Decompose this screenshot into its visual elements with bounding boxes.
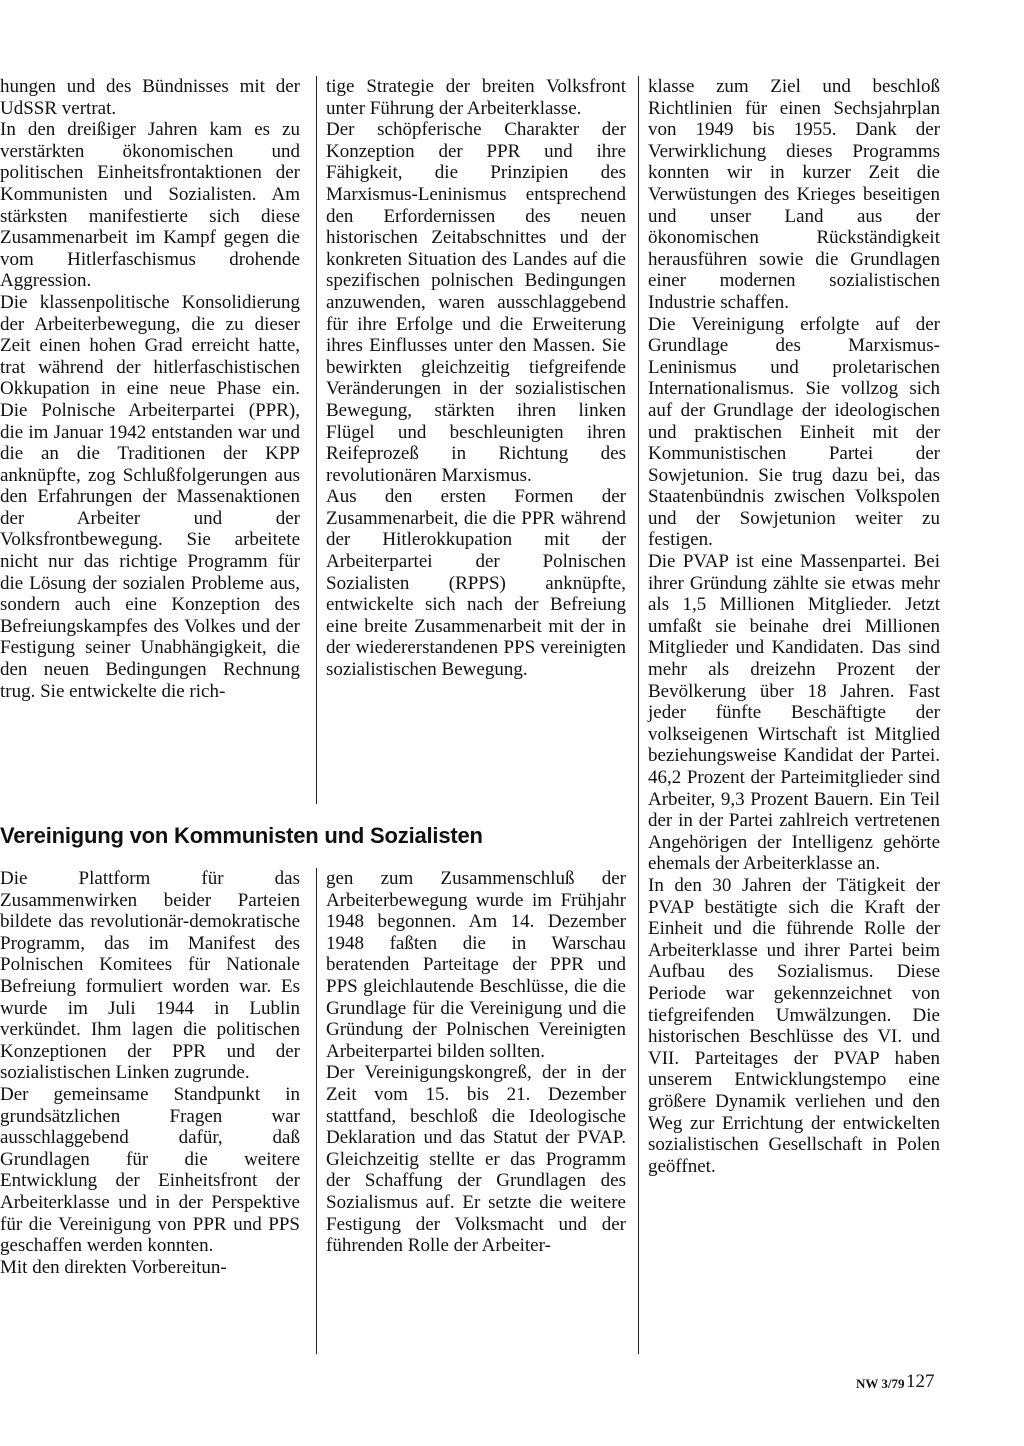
upper-column-1 [0, 76, 300, 702]
paragraph: Mit den direkten Vorbereitun- [0, 1256, 227, 1278]
paragraph: Die Plattform für das Zusammenwirken beider Parteien bildete das revolutionär-demokratische Programm, das im Manifest des Polnischen Komitees für Nationale Befreiung formuliert worden war. Es wurde im Juli 1944 in Lublin verkündet. Ihm lagen die politischen Konzeptionen der PPR und der sozialistischen Linken zugrunde. [0, 868, 300, 1084]
lower-column-1 [0, 868, 300, 1278]
paragraph: gen zum Zusammenschluß der Arbeiterbewegung wurde im Frühjahr 1948 begonnen. Am 14. Dezember 1948 faßten die in Warschau beratenden Parteitage der PPR und PPS gleichlautende Beschlüsse, die die Grundlage für die Vereinigung und die Gründung der Polnischen Vereinigten Arbeiterpartei bilden sollten. [326, 868, 626, 1062]
section-heading: Vereinigung von Kommunisten und Sozialisten [0, 823, 483, 848]
paragraph: hungen und des Bündnisses mit der UdSSR vertrat. [0, 76, 300, 119]
paragraph: In den 30 Jahren der Tätigkeit der PVAP bestätigte sich die Kraft der Einheit und die führende Rolle der Arbeiterklasse und ihrer Partei beim Aufbau des Sozialismus. Diese Periode war gekennzeichnet von tiefgreifenden Umwälzungen. Die historischen Beschlüsse des VI. und VII. Parteitages der PVAP haben unserem Entwicklungstempo eine größere Dynamik verliehen und den Weg zur Errichtung der entwickelten sozialistischen Gesellschaft in Polen geöffnet. [648, 874, 940, 1177]
journal-issue: NW 3/79 [856, 1376, 905, 1391]
paragraph: Die Vereinigung erfolgte auf der Grundlage des Marxismus-Leninismus und proletarischen Internationalismus. Sie vollzog sich auf der Grundlage der ideologischen und praktischen Einheit mit der Kommunistischen Partei der Sowjetunion. Sie trug dazu bei, das Staatenbündnis zwischen Volkspolen und der Sowjetunion weiter zu festigen. [648, 313, 940, 551]
paragraph: Der gemeinsame Standpunkt in grundsätzlichen Fragen war ausschlaggebend dafür, daß Grundlagen für die weitere Entwicklung der Einheitsfront der Arbeiterklasse und in der Perspektive für die Vereinigung von PPR und PPS geschaffen werden konnten. [0, 1083, 300, 1257]
page-number: 127 [906, 1371, 935, 1392]
lower-column-2 [326, 868, 626, 1257]
paragraph: tige Strategie der breiten Volksfront unter Führung der Arbeiterklasse. [326, 76, 626, 119]
paragraph: Der schöpferische Charakter der Konzeption der PPR und ihre Fähigkeit, die Prinzipien des Marxismus-Leninismus entsprechend den Erfordernissen des neuen historischen Zeitabschnittes und der konkreten Situation des Landes auf die spezifischen polnischen Bedingungen anzuwenden, waren ausschlaggebend für ihre Erfolge und die Erweiterung ihres Einflusses unter den Massen. Sie bewirkten gleichzeitig tiefgreifende Veränderungen in der sozialistischen Bewegung, stärkten ihren linken Flügel und beschleunigten ihren Reifeprozeß in Richtung des revolutionären Marxismus. [326, 119, 626, 486]
column-divider [316, 76, 317, 804]
paragraph: Die PVAP ist eine Massenpartei. Bei ihrer Gründung zählte sie etwas mehr als 1,5 Millionen Mitglieder. Jetzt umfaßt sie beinahe drei Millionen Mitglieder und Kandidaten. Das sind mehr als dreizehn Prozent der Bevölkerung über 18 Jahren. Fast jeder fünfte Beschäftigte der volkseigenen Wirtschaft ist Mitglied beziehungsweise Kandidat der Partei. 46,2 Prozent der Parteimitglieder sind Arbeiter, 9,3 Prozent Bauern. Ein Teil der in der Partei zahlreich vertretenen Angehörigen der Intelligenz gehörte ehemals der Arbeiterklasse an. [648, 551, 940, 875]
upper-column-2 [326, 76, 626, 681]
right-column [648, 76, 940, 1177]
column-divider [638, 76, 639, 1354]
paragraph: Die klassenpolitische Konsolidierung der Arbeiterbewegung, die zu dieser Zeit einen hohen Grad erreicht hatte, trat während der hitlerfaschistischen Okkupation in eine neue Phase ein. Die Polnische Arbeiterpartei (PPR), die im Januar 1942 entstanden war und die an die Traditionen der KPP anknüpfte, zog Schlußfolgerungen aus den Erfahrungen der Massenaktionen der Arbeiter und der Volksfrontbewegung. Sie arbeitete nicht nur das richtige Programm für die Lösung der sozialen Probleme aus, sondern auch eine Konzeption des Befreiungskampfes des Volkes und der Festigung seiner Unabhängigkeit, die den neuen Bedingungen Rechnung trug. Sie entwickelte die rich- [0, 291, 300, 702]
paragraph: klasse zum Ziel und beschloß Richtlinien für einen Sechsjahrplan von 1949 bis 1955. Dank der Verwirklichung dieses Programms konnten wir in kurzer Zeit die Verwüstungen des Krieges beseitigen und unser Land aus der ökonomischen Rückständigkeit herausführen sowie die Grundlagen einer modernen sozialistischen Industrie schaffen. [648, 76, 940, 313]
paragraph: Aus den ersten Formen der Zusammenarbeit, die die PPR während der Hitlerokkupation mit der Arbeiterpartei der Polnischen Sozialisten (RPPS) anknüpfte, entwickelte sich nach der Befreiung eine breite Zusammenarbeit mit der in der wiedererstandenen PPS vereinigten sozialistischen Bewegung. [326, 486, 626, 681]
column-divider [316, 868, 317, 1354]
paragraph: Der Vereinigungskongreß, der in der Zeit vom 15. bis 21. Dezember stattfand, beschloß die Ideologische Deklaration und das Statut der PVAP. Gleichzeitig stellte er das Programm der Schaffung der Grundlagen des Sozialismus auf. Er setzte die weitere Festigung der Volksmacht und der führenden Rolle der Arbeiter- [326, 1062, 626, 1257]
paragraph: In den dreißiger Jahren kam es zu verstärkten ökonomischen und politischen Einheitsfrontaktionen der Kommunisten und Sozialisten. Am stärksten manifestierte sich diese Zusammenarbeit im Kampf gegen die vom Hitlerfaschismus drohende Aggression. [0, 119, 300, 292]
